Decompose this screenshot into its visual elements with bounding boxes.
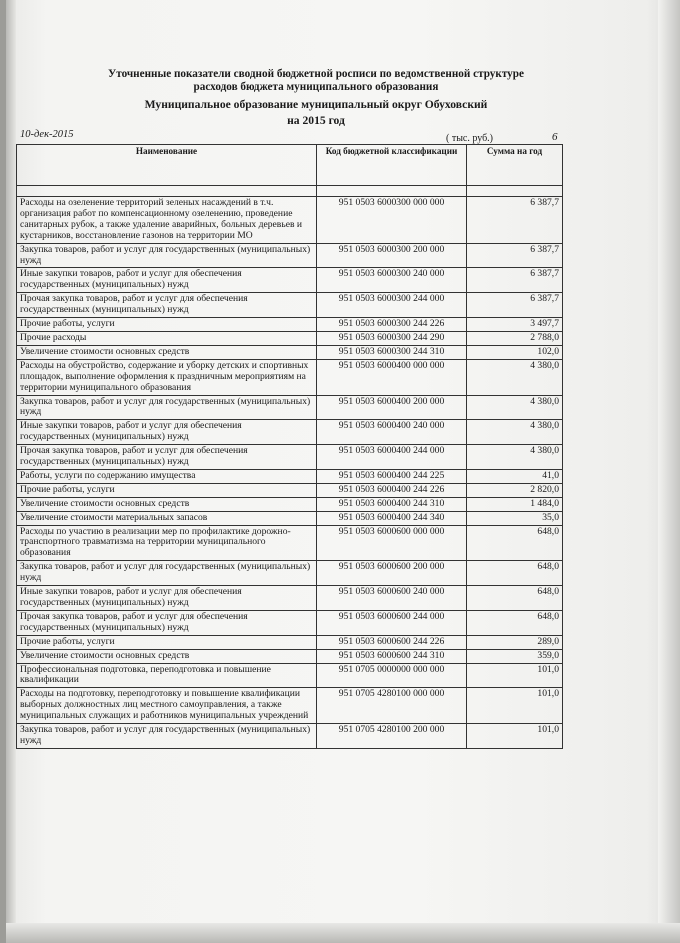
header-name: Наименование: [17, 145, 317, 186]
cell-amount: 648,0: [467, 561, 563, 586]
cell-code: 951 0503 6000400 000 000: [317, 359, 467, 395]
cell-name: Профессиональная подготовка, переподготовка и повышение квалификации: [17, 663, 317, 688]
table-row: [17, 586, 563, 611]
cell-name: Расходы на обустройство, содержание и уборку детских и спортивных площадок, выполнение оформления к праздничным мероприятиям на территории муниципального образования: [17, 359, 317, 395]
cell-amount: 2 820,0: [467, 483, 563, 497]
table-row: [17, 318, 563, 332]
page-fold-left: [6, 0, 16, 943]
page-fold-right: [658, 0, 680, 943]
cell-amount: 6 387,7: [467, 243, 563, 268]
table-row: [17, 561, 563, 586]
cell-code: 951 0503 6000300 244 226: [317, 318, 467, 332]
cell-name: Прочая закупка товаров, работ и услуг для обеспечения государственных (муниципальных) нужд: [17, 293, 317, 318]
cell-amount: 2 788,0: [467, 331, 563, 345]
cell-code: 951 0705 0000000 000 000: [317, 663, 467, 688]
cell-code: 951 0503 6000600 244 310: [317, 649, 467, 663]
cell-amount: 101,0: [467, 663, 563, 688]
table-row: [17, 395, 563, 420]
cell-name: Увеличение стоимости основных средств: [17, 649, 317, 663]
cell-name: Закупка товаров, работ и услуг для государственных (муниципальных) нужд: [17, 724, 317, 749]
cell-code: 951 0503 6000300 244 310: [317, 345, 467, 359]
table-row: [17, 243, 563, 268]
cell-name: Закупка товаров, работ и услуг для государственных (муниципальных) нужд: [17, 243, 317, 268]
table-row: [17, 197, 563, 244]
header-code: Код бюджетной классификации: [317, 145, 467, 186]
cell-amount: 3 497,7: [467, 318, 563, 332]
cell-name: Прочие работы, услуги: [17, 635, 317, 649]
table-row: [17, 293, 563, 318]
cell-code: 951 0503 6000400 240 000: [317, 420, 467, 445]
cell-code: 951 0503 6000300 244 000: [317, 293, 467, 318]
cell-name: Увеличение стоимости основных средств: [17, 497, 317, 511]
table-row: [17, 511, 563, 525]
table-row: [17, 268, 563, 293]
header-amount: Сумма на год: [467, 145, 563, 186]
table-row: [17, 525, 563, 561]
cell-amount: 648,0: [467, 525, 563, 561]
cell-amount: 4 380,0: [467, 359, 563, 395]
cell-name: Закупка товаров, работ и услуг для государственных (муниципальных) нужд: [17, 395, 317, 420]
cell-name: Прочие работы, услуги: [17, 483, 317, 497]
units-label: ( тыс. руб.): [446, 133, 494, 144]
page-bottom-edge: [6, 923, 680, 943]
cell-name: Закупка товаров, работ и услуг для государственных (муниципальных) нужд: [17, 561, 317, 586]
document-title-line-4: на 2015 год: [287, 114, 345, 127]
table-row: [17, 445, 563, 470]
budget-table: [16, 144, 563, 749]
table-spacer-row: [17, 186, 563, 197]
cell-name: Увеличение стоимости материальных запасов: [17, 511, 317, 525]
table-row: [17, 497, 563, 511]
document-date: 10-дек-2015: [20, 129, 74, 140]
cell-name: Расходы на подготовку, переподготовку и повышение квалификации выборных должностных лиц местного самоуправления, а также муниципальных служащих и работников муниципальных учреждений: [17, 688, 317, 724]
cell-name: Работы, услуги по содержанию имущества: [17, 469, 317, 483]
cell-amount: 102,0: [467, 345, 563, 359]
cell-amount: 101,0: [467, 724, 563, 749]
cell-code: 951 0503 6000400 244 310: [317, 497, 467, 511]
table-row: [17, 635, 563, 649]
cell-amount: 4 380,0: [467, 445, 563, 470]
cell-code: 951 0503 6000400 244 340: [317, 511, 467, 525]
table-row: [17, 610, 563, 635]
cell-amount: 289,0: [467, 635, 563, 649]
cell-name: Иные закупки товаров, работ и услуг для обеспечения государственных (муниципальных) нужд: [17, 268, 317, 293]
cell-code: 951 0503 6000400 200 000: [317, 395, 467, 420]
cell-amount: 1 484,0: [467, 497, 563, 511]
cell-amount: 101,0: [467, 688, 563, 724]
cell-name: Прочая закупка товаров, работ и услуг для обеспечения государственных (муниципальных) нужд: [17, 445, 317, 470]
cell-amount: 648,0: [467, 610, 563, 635]
cell-name: Прочая закупка товаров, работ и услуг для обеспечения государственных (муниципальных) нужд: [17, 610, 317, 635]
cell-code: 951 0503 6000400 244 226: [317, 483, 467, 497]
cell-name: Прочие расходы: [17, 331, 317, 345]
cell-name: Иные закупки товаров, работ и услуг для обеспечения государственных (муниципальных) нужд: [17, 586, 317, 611]
page-number: 6: [552, 131, 558, 143]
cell-code: 951 0503 6000400 244 225: [317, 469, 467, 483]
table-row: [17, 483, 563, 497]
cell-code: 951 0503 6000400 244 000: [317, 445, 467, 470]
cell-code: 951 0503 6000600 244 000: [317, 610, 467, 635]
cell-name: Увеличение стоимости основных средств: [17, 345, 317, 359]
cell-code: 951 0503 6000300 240 000: [317, 268, 467, 293]
table-row: [17, 649, 563, 663]
table-row: [17, 359, 563, 395]
cell-amount: 6 387,7: [467, 268, 563, 293]
cell-code: 951 0705 4280100 000 000: [317, 688, 467, 724]
cell-code: 951 0503 6000300 200 000: [317, 243, 467, 268]
cell-name: Иные закупки товаров, работ и услуг для обеспечения государственных (муниципальных) нужд: [17, 420, 317, 445]
cell-amount: 6 387,7: [467, 197, 563, 244]
document-title-line-2: расходов бюджета муниципального образования: [193, 81, 439, 93]
table-row: [17, 724, 563, 749]
document-page: [6, 0, 680, 943]
table-row: [17, 663, 563, 688]
table-row: [17, 331, 563, 345]
table-row: [17, 345, 563, 359]
cell-amount: 41,0: [467, 469, 563, 483]
cell-code: 951 0503 6000600 200 000: [317, 561, 467, 586]
cell-name: Расходы на озеленение территорий зеленых насаждений в т.ч. организация работ по компенсационному озеленению, проведение санитарных рубок, а также удаление аварийных, больных деревьев и кустарников, восстановление газонов на территории МО: [17, 197, 317, 244]
table-row: [17, 469, 563, 483]
cell-name: Прочие работы, услуги: [17, 318, 317, 332]
cell-amount: 4 380,0: [467, 395, 563, 420]
table-row: [17, 688, 563, 724]
cell-amount: 359,0: [467, 649, 563, 663]
cell-code: 951 0503 6000600 240 000: [317, 586, 467, 611]
cell-code: 951 0503 6000300 000 000: [317, 197, 467, 244]
table-header-row: [17, 145, 563, 186]
cell-amount: 6 387,7: [467, 293, 563, 318]
document-title-line-3: Муниципальное образование муниципальный округ Обуховский: [144, 98, 488, 111]
cell-code: 951 0705 4280100 200 000: [317, 724, 467, 749]
table-row: [17, 420, 563, 445]
cell-amount: 35,0: [467, 511, 563, 525]
cell-amount: 648,0: [467, 586, 563, 611]
cell-code: 951 0503 6000600 244 226: [317, 635, 467, 649]
cell-code: 951 0503 6000600 000 000: [317, 525, 467, 561]
cell-code: 951 0503 6000300 244 290: [317, 331, 467, 345]
document-title-line-1: Уточненные показатели сводной бюджетной росписи по ведомственной структуре: [108, 68, 524, 80]
cell-amount: 4 380,0: [467, 420, 563, 445]
cell-name: Расходы по участию в реализации мер по профилактике дорожно-транспортного травматизма на территории муниципального образования: [17, 525, 317, 561]
table-body: [17, 197, 563, 749]
